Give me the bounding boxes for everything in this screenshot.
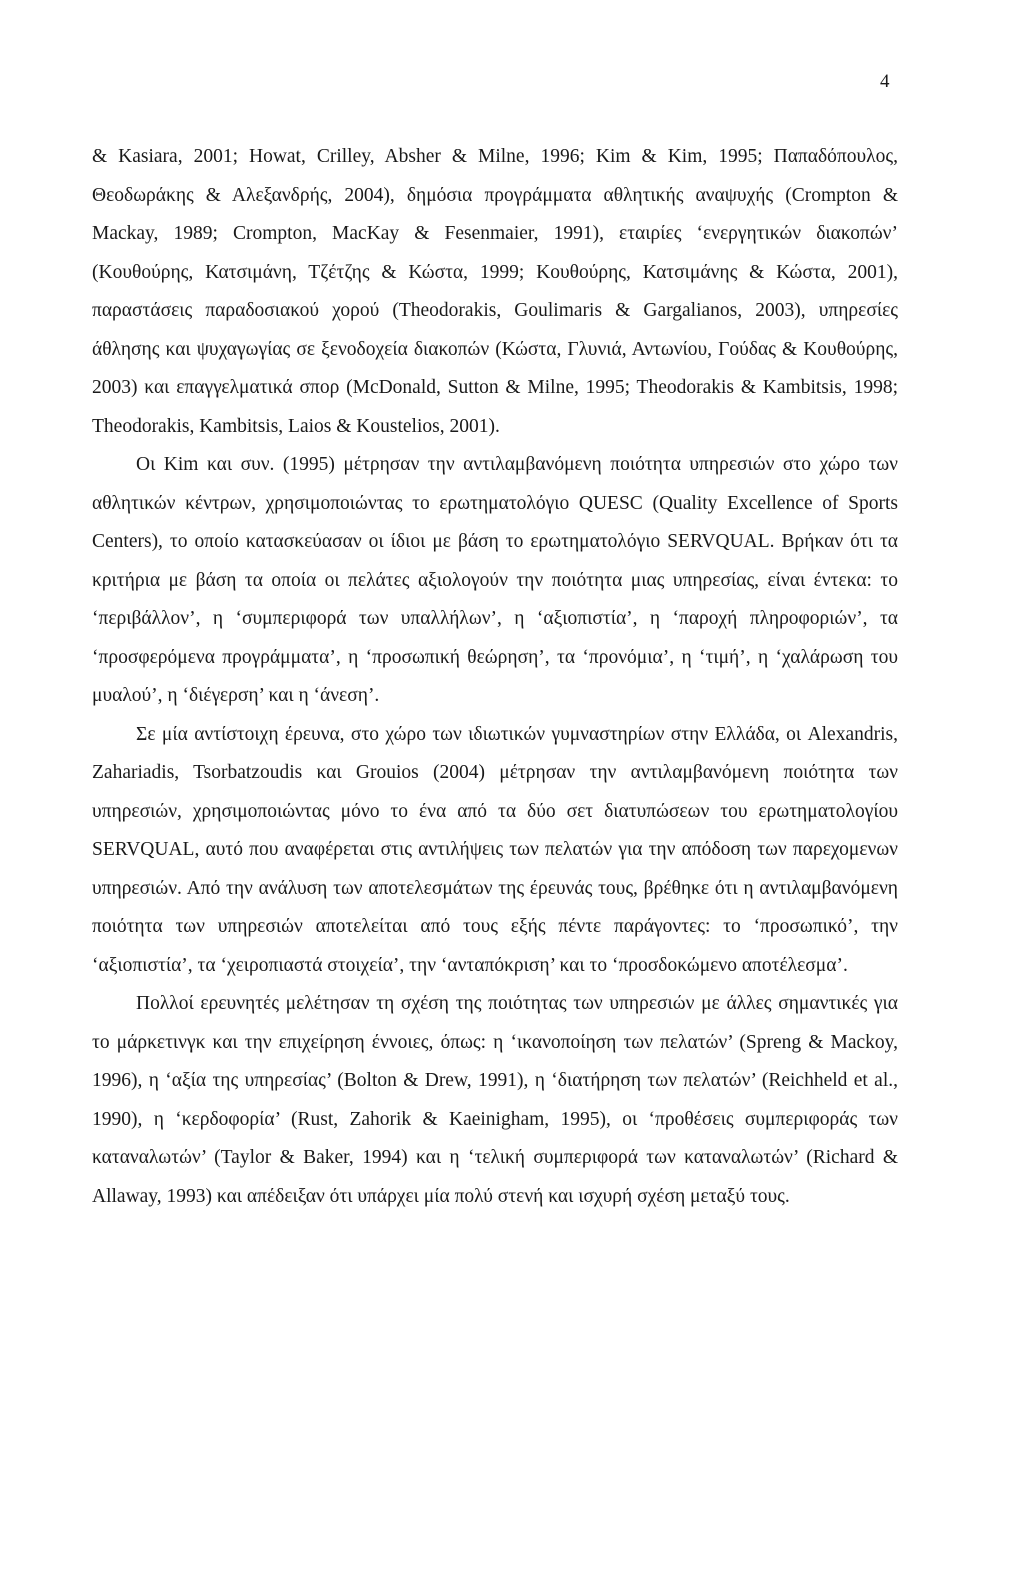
paragraph-service-quality-relations: Πολλοί ερευνητές μελέτησαν τη σχέση της ποιότητας των υπηρεσιών με άλλες σημαντικές για το μάρκετινγκ και την επιχείρηση έννοιες, όπως: η ‘ικανοποίηση των πελατών’ (Spreng & Mackoy, 1996), η ‘αξία της υπηρεσίας’ (Bolton & Drew, 1991), η ‘διατήρηση των πελατών’ (Reichheld et al., 1990), η ‘κερδοφορία’ (Rust, Zahorik & Kaeinigham, 1995), οι ‘προθέσεις συμπεριφοράς των καταναλωτών’ (Taylor & Baker, 1994) και η ‘τελική συμπεριφορά των καταναλωτών’ (Richard & Allaway, 1993) και απέδειξαν ότι υπάρχει μία πολύ στενή και ισχυρή σχέση μεταξύ τους. [92,993,898,1207]
paragraph-continuation: & Kasiara, 2001; Howat, Crilley, Absher & Milne, 1996; Kim & Kim, 1995; Παπαδόπουλος, Θεοδωράκης & Αλεξανδρής, 2004), δημόσια προγράμματα αθλητικής αναψυχής (Crompton & Mackay, 1989; Crompton, MacKay & Fesenmaier, 1991), εταιρίες ‘ενεργητικών διακοπών’ (Κουθούρης, Κατσιμάνη, Τζέτζης & Κώστα, 1999; Κουθούρης, Κατσιμάνης & Κώστα, 2001), παραστάσεις παραδοσιακού χορού (Theodorakis, Goulimaris & Gargalianos, 2003), υπηρεσίες άθλησης και ψυχαγωγίας σε ξενοδοχεία διακοπών (Κώστα, Γλυνιά, Αντωνίου, Γούδας & Κουθούρης, 2003) και επαγγελματικά σπορ (McDonald, Sutton & Milne, 1995; Theodorakis & Kambitsis, 1998; Theodorakis, Kambitsis, Laios & Koustelios, 2001). [92,146,898,437]
page-number: 4 [880,71,890,92]
paragraph-alexandris-servqual: Σε μία αντίστοιχη έρευνα, στο χώρο των ιδιωτικών γυμναστηρίων στην Ελλάδα, οι Alexandris, Zahariadis, Tsorbatzoudis και Grouios (2004) μέτρησαν την αντιλαμβανόμενη ποιότητα των υπηρεσιών, χρησιμοποιώντας μόνο το ένα από τα δύο σετ διατυπώσεων του ερωτηματολογίου SERVQUAL, αυτό που αναφέρεται στις αντιλήψεις των πελατών για την απόδοση των παρεχομενων υπηρεσιών. Από την ανάλυση των αποτελεσμάτων της έρευνάς τους, βρέθηκε ότι η αντιλαμβανόμενη ποιότητα των υπηρεσιών αποτελείται από τους εξής πέντε παράγοντες: το ‘προσωπικό’, την ‘αξιοπιστία’, τα ‘χειροπιαστά στοιχεία’, την ‘ανταπόκριση’ και το ‘προσδοκώμενο αποτέλεσμα’. [92,723,898,976]
body-text [92,138,898,1216]
paragraph-kim-quesc: Οι Kim και συν. (1995) μέτρησαν την αντιλαμβανόμενη ποιότητα υπηρεσιών στο χώρο των αθλητικών κέντρων, χρησιμοποιώντας το ερωτηματολόγιο QUESC (Quality Excellence of Sports Centers), το οποίο κατασκεύασαν οι ίδιοι με βάση το ερωτηματολόγιο SERVQUAL. Βρήκαν ότι τα κριτήρια με βάση τα οποία οι πελάτες αξιολογούν την ποιότητα μιας υπηρεσίας, είναι έντεκα: το ‘περιβάλλον’, η ‘συμπεριφορά των υπαλλήλων’, η ‘αξιοπιστία’, η ‘παροχή πληροφοριών’, τα ‘προσφερόμενα προγράμματα’, η ‘προσωπική θεώρηση’, τα ‘προνόμια’, η ‘τιμή’, η ‘χαλάρωση του μυαλού’, η ‘διέγερση’ και η ‘άνεση’. [92,454,898,706]
